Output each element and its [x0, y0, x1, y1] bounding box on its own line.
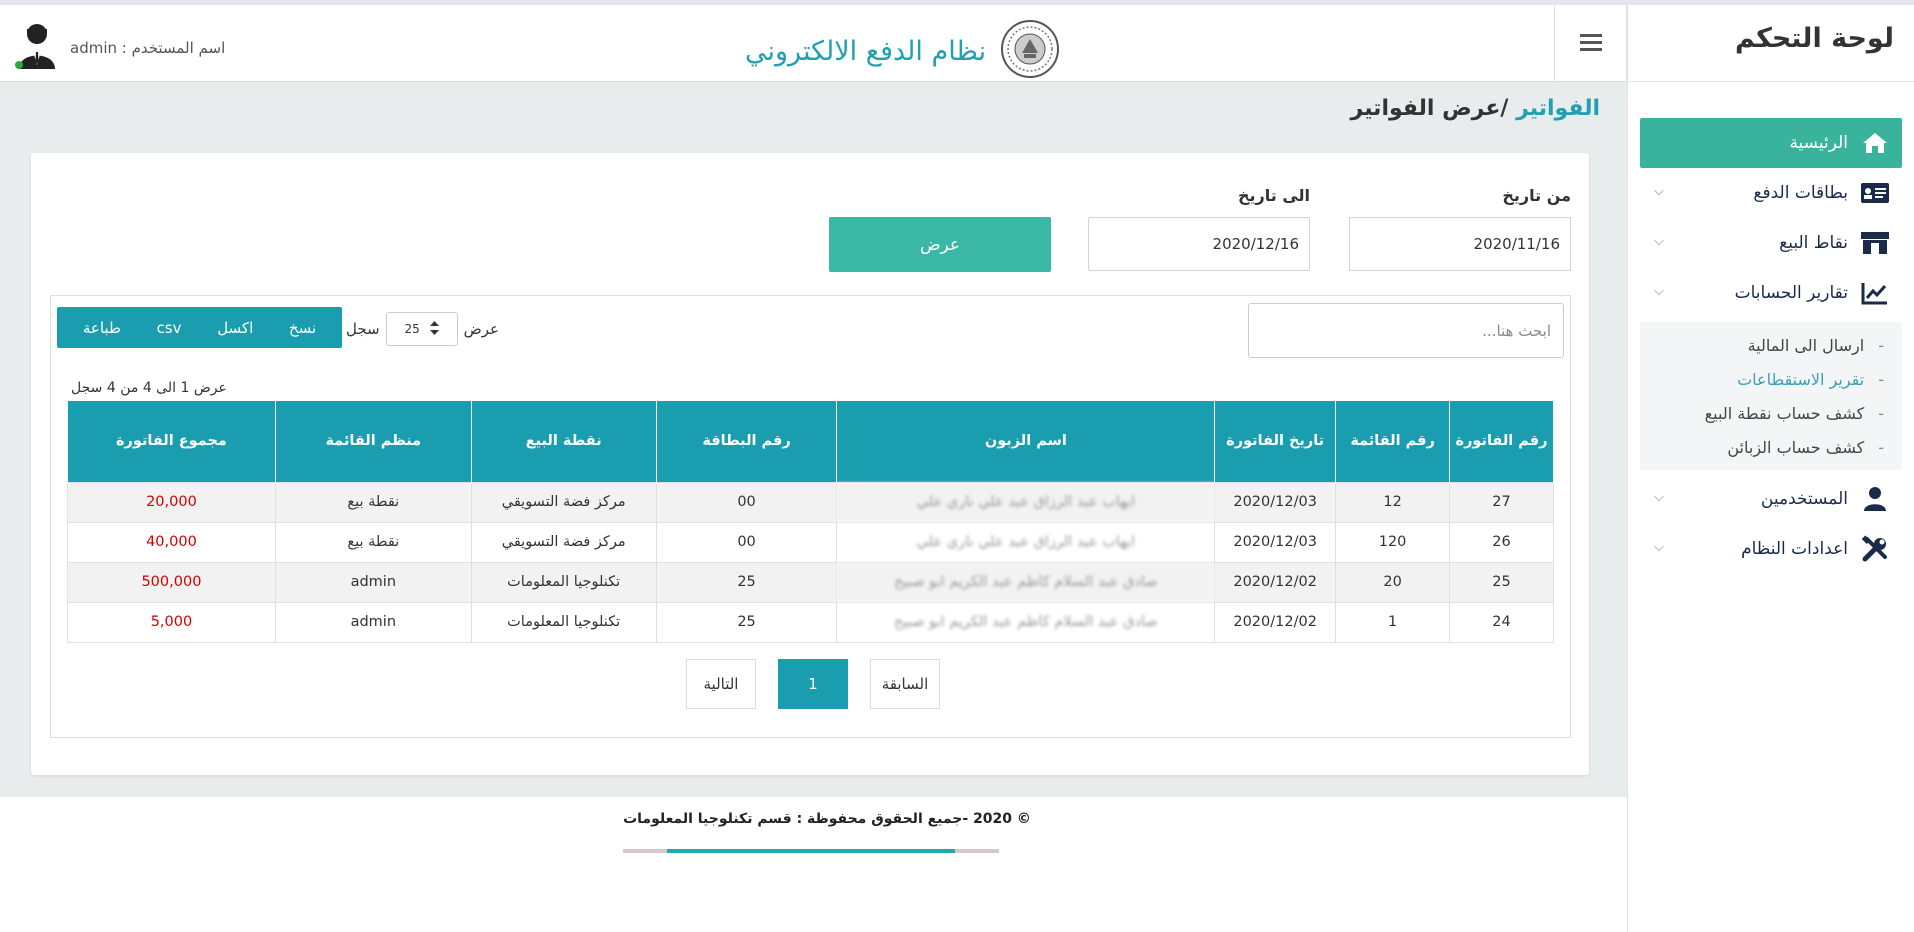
cell-sale-point: تكنلوجيا المعلومات [471, 602, 656, 642]
sort-arrows-icon [430, 321, 439, 338]
breadcrumb-parent-link[interactable]: الفواتير [1516, 96, 1600, 121]
page-length-select[interactable] [386, 312, 458, 346]
sidebar-item-sale-points[interactable] [1640, 218, 1902, 268]
cell-invoice-no: 25 [1450, 562, 1554, 602]
page-length-value: 25 [404, 322, 420, 336]
print-button[interactable]: طباعة [82, 318, 121, 337]
column-header[interactable]: رقم البطاقة [656, 401, 837, 482]
breadcrumb-current: عرض الفواتير [1350, 96, 1501, 121]
sidebar-submenu [1640, 322, 1902, 470]
footer-accent-bar [623, 849, 999, 853]
next-page-button[interactable]: التالية [686, 659, 756, 709]
cell-card-no: 25 [656, 602, 837, 642]
table-row[interactable] [68, 602, 1554, 642]
submenu-item-customer-statement[interactable] [1640, 430, 1902, 464]
id-card-icon [1858, 180, 1892, 206]
to-date-label: الى تاريخ [1237, 186, 1310, 205]
copyright-text: © 2020 -جميع الحقوق محفوظة : قسم تكنلوجيا المعلومات [623, 811, 1031, 827]
chevron-down-icon: ⌵ [1654, 284, 1664, 299]
top-header [0, 5, 1627, 82]
excel-button[interactable]: اكسل [217, 318, 254, 337]
dash-icon: - [1878, 403, 1884, 423]
chart-line-icon [1858, 280, 1892, 306]
cell-total: 40,000 [68, 522, 276, 562]
show-button[interactable]: عرض [829, 217, 1051, 272]
sidebar-item-label: الرئيسية [1789, 133, 1848, 153]
sidebar-item-account-reports[interactable] [1640, 268, 1902, 318]
cell-list-no: 20 [1336, 562, 1450, 602]
column-header[interactable]: اسم الزبون [837, 401, 1215, 482]
username-label: اسم المستخدم : admin [70, 39, 226, 57]
dash-icon: - [1878, 369, 1884, 389]
sidebar-item-payment-cards[interactable] [1640, 168, 1902, 218]
sidebar-item-label: المستخدمين [1760, 489, 1848, 509]
cell-date: 2020/12/02 [1215, 602, 1336, 642]
cell-invoice-no: 27 [1450, 482, 1554, 522]
submenu-label: كشف حساب نقطة البيع [1704, 403, 1865, 423]
datatable-panel [50, 295, 1571, 738]
submenu-label: كشف حساب الزبائن [1727, 437, 1865, 457]
cell-total: 20,000 [68, 482, 276, 522]
sidebar-item-label: تقارير الحسابات [1734, 283, 1848, 303]
cell-card-no: 00 [656, 482, 837, 522]
previous-page-button[interactable]: السابقة [870, 659, 940, 709]
cell-date: 2020/12/03 [1215, 522, 1336, 562]
cell-list-no: 1 [1336, 602, 1450, 642]
column-header[interactable]: رقم الفاتورة [1450, 401, 1554, 482]
from-date-label: من تاريخ [1502, 186, 1571, 205]
submenu-item-salepoint-statement[interactable] [1640, 396, 1902, 430]
records-label: سجل [346, 320, 380, 338]
to-date-input[interactable]: 2020/12/16 [1088, 217, 1310, 271]
hamburger-icon [1580, 33, 1602, 55]
cell-customer-name: ايهاب عبد الرزاق عبد علي ناري علي [837, 482, 1215, 522]
chevron-down-icon: ⌵ [1654, 184, 1664, 199]
sidebar-item-label: نقاط البيع [1779, 233, 1848, 253]
cell-organizer: admin [275, 562, 471, 602]
chevron-down-icon: ⌵ [1654, 540, 1664, 555]
table-row[interactable] [68, 522, 1554, 562]
sidebar-item-label: بطاقات الدفع [1753, 183, 1848, 203]
sidebar-divider [1627, 81, 1914, 82]
search-input[interactable]: ابحث هنا... [1248, 303, 1564, 358]
cell-sale-point: تكنلوجيا المعلومات [471, 562, 656, 602]
copy-button[interactable]: نسخ [288, 318, 317, 337]
cell-organizer: نقطة بيع [275, 482, 471, 522]
cell-customer-name: ايهاب عبد الرزاق عبد علي ناري علي [837, 522, 1215, 562]
cell-customer-name: صادق عبد السلام كاظم عبد الكريم ابو صبيح [837, 602, 1215, 642]
cell-list-no: 120 [1336, 522, 1450, 562]
seal-logo-icon [1000, 19, 1060, 83]
column-header[interactable]: نقطة البيع [471, 401, 656, 482]
footer-accent-fill [667, 849, 955, 853]
user-icon [1858, 486, 1892, 512]
cell-organizer: نقطة بيع [275, 522, 471, 562]
page-length-control [346, 312, 499, 346]
invoices-table [67, 401, 1554, 643]
cell-date: 2020/12/02 [1215, 562, 1336, 602]
cell-total: 500,000 [68, 562, 276, 602]
tools-icon [1858, 536, 1892, 562]
cell-date: 2020/12/03 [1215, 482, 1336, 522]
breadcrumb [1351, 96, 1600, 121]
cell-sale-point: مركز فضة التسويقي [471, 522, 656, 562]
sidebar-item-users[interactable] [1640, 474, 1902, 524]
table-row[interactable] [68, 562, 1554, 602]
sidebar-item-system-settings[interactable] [1640, 524, 1902, 574]
store-icon [1858, 230, 1892, 256]
footer [0, 797, 1627, 932]
export-buttons [57, 307, 342, 348]
chevron-down-icon: ⌵ [1654, 234, 1664, 249]
table-info: عرض 1 الى 4 من 4 سجل [71, 380, 227, 396]
show-label: عرض [463, 320, 499, 338]
app-title: نظام الدفع الالكتروني [745, 35, 987, 67]
home-icon [1858, 130, 1892, 156]
brand [745, 19, 1060, 83]
cell-list-no: 12 [1336, 482, 1450, 522]
column-header[interactable]: تاريخ الفاتورة [1215, 401, 1336, 482]
submenu-label: تقرير الاستقطاعات [1737, 369, 1865, 389]
sidebar-title: لوحة التحكم [1734, 23, 1894, 54]
column-header[interactable]: رقم القائمة [1336, 401, 1450, 482]
pagination [686, 659, 940, 709]
invoices-card [31, 153, 1589, 775]
dash-icon: - [1878, 335, 1884, 355]
user-info[interactable] [14, 21, 225, 75]
column-header[interactable]: منظم القائمة [275, 401, 471, 482]
cell-organizer: admin [275, 602, 471, 642]
menu-toggle-button[interactable] [1554, 5, 1627, 82]
cell-invoice-no: 24 [1450, 602, 1554, 642]
csv-button[interactable]: csv [156, 318, 182, 337]
table-header-row [68, 401, 1554, 482]
cell-invoice-no: 26 [1450, 522, 1554, 562]
sidebar [1627, 5, 1914, 932]
submenu-label: ارسال الى المالية [1747, 335, 1865, 355]
chevron-down-icon: ⌵ [1654, 490, 1664, 505]
dash-icon: - [1878, 437, 1884, 457]
breadcrumb-separator: / [1500, 96, 1517, 121]
page-1-button[interactable]: 1 [778, 659, 848, 709]
sidebar-item-home[interactable] [1640, 118, 1902, 168]
cell-card-no: 00 [656, 522, 837, 562]
submenu-item-deductions-report[interactable] [1640, 362, 1902, 396]
column-header[interactable]: مجموع الفاتورة [68, 401, 276, 482]
sidebar-menu [1640, 118, 1902, 574]
sidebar-item-label: اعدادات النظام [1741, 539, 1848, 559]
submenu-item-send-finance[interactable] [1640, 328, 1902, 362]
cell-card-no: 25 [656, 562, 837, 602]
cell-sale-point: مركز فضة التسويقي [471, 482, 656, 522]
table-row[interactable] [68, 482, 1554, 522]
cell-customer-name: صادق عبد السلام كاظم عبد الكريم ابو صبيح [837, 562, 1215, 602]
cell-total: 5,000 [68, 602, 276, 642]
from-date-input[interactable]: 2020/11/16 [1349, 217, 1571, 271]
user-avatar-icon [14, 21, 58, 75]
